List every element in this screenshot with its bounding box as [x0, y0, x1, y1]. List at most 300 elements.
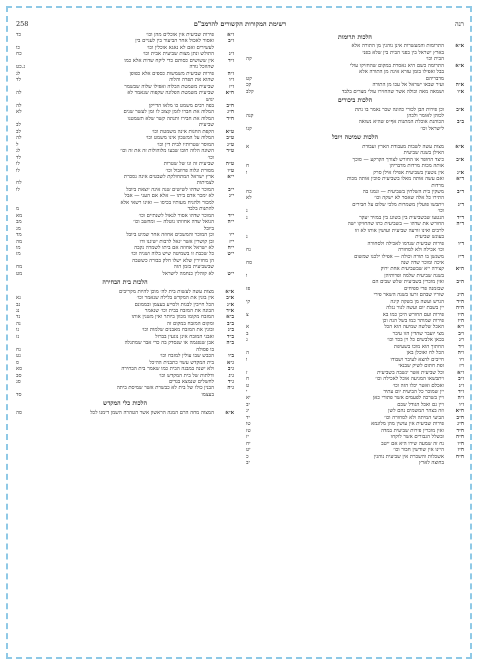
citation-ref: מג [16, 225, 21, 232]
citation-text: ואין מוכרין פירות שביעית במדה [380, 427, 444, 434]
citation-text: וכו׳ [437, 208, 444, 215]
citation-ref: קלב [246, 88, 254, 95]
citation-text: לא ישראל אחוזה אם ביתו לשמרה נקבה [134, 244, 214, 251]
citation-tag: ח״ד [226, 115, 234, 122]
citation-ref: יד [246, 414, 250, 421]
citation-tag: ג״ב [227, 366, 234, 373]
citation-text: ויין בשרכה לפעמים אשר פתורי כאן [372, 395, 444, 402]
citation-text: לרבים ואינו זורעה שביעית ועושין אותו לא וזו [354, 227, 444, 234]
citation-tag: ד״א [456, 176, 464, 183]
citation-text: שביעית זה ונו של שטרות [163, 161, 214, 168]
citation-ref: לג [16, 148, 21, 155]
citation-text: שביעית [199, 122, 214, 129]
citation-tag: ז״א [457, 369, 464, 376]
citation-row [16, 392, 234, 398]
citation-text: לכוהן לאומר ולכהן [407, 112, 444, 119]
citation-text: בארץ ישראל בין בפני הבית בין שלא בפני [362, 49, 444, 56]
citation-ref: סג [16, 379, 21, 386]
citation-text: שהוזכל נודה [189, 64, 214, 71]
citation-text: מסורת ונלוה פרוזבול וכו׳ [165, 167, 214, 174]
citation-ref: לח [16, 180, 22, 187]
citation-tag: א״ג [456, 169, 464, 176]
citation-text: ואסור לאכול אחר הביעור בין לעניים בין [135, 38, 214, 45]
citation-ref: ט [246, 382, 250, 389]
citation-text: שביעית משמטת הפלוגה שקפוה שנאמר לא [127, 90, 214, 97]
document-page [16, 18, 464, 654]
citation-text: ואין מוכרין בשביעית שלש שבים הם [372, 279, 444, 286]
right-column [246, 32, 464, 654]
citation-ref: ו [246, 169, 248, 176]
citation-text: ובשלל הגבורים אשר לוקחו [390, 434, 444, 441]
citation-ref: כח [246, 188, 252, 195]
citation-tag: ז״ו [229, 77, 234, 84]
citation-ref: לו [16, 161, 20, 168]
citation-tag: י״ו [229, 232, 234, 239]
citation-ref: מה [16, 238, 23, 245]
citation-text: מצי יועבר שהדין הזו עיבר [392, 330, 444, 337]
citation-ref: לב [16, 122, 21, 129]
citation-tag: ו״ד [458, 343, 464, 350]
citation-ref: לד [16, 154, 21, 161]
citation-tag: י״ז [229, 238, 234, 245]
citation-ref: יט [246, 447, 251, 454]
citation-tag: ט״ה [225, 161, 234, 168]
citation-tag: א״ג [226, 301, 234, 308]
citation-text: לחשלים שנמצא בגדים [168, 379, 214, 386]
citation-tag: ט״ב [226, 135, 234, 142]
citation-text: יין בשבת יום ועשה לגור נגלה [386, 305, 444, 312]
citation-ref: כד [16, 32, 22, 38]
citation-ref: ב [246, 330, 249, 337]
citation-text: זפת חתום לשיק שבנאי [398, 363, 444, 370]
citation-text: ואם עשה אותה מאלו בשביעית סוכין אותה מכות [346, 176, 444, 183]
citation-text: ובונין את המזבח מאבנים שלמות וכו׳ [141, 327, 214, 334]
citation-ref: לו [16, 186, 20, 193]
citation-text: מדבריהם [425, 75, 444, 82]
citation-ref: נד [16, 314, 21, 321]
citation-ref: מח [16, 264, 23, 271]
citation-ref: כו [16, 44, 20, 51]
citation-ref: צ [246, 311, 249, 318]
citation-text: ואכלם ואשר יכלו הזה וכו׳ [392, 382, 444, 389]
citation-ref: כח [16, 51, 22, 58]
citation-ref: ה [246, 350, 249, 357]
citation-row [16, 410, 234, 416]
citation-text: ויתבשו פועלין משמרות מלכי שלום על חבירים [352, 201, 444, 208]
citation-tag: ה״ד [456, 298, 464, 305]
citation-text: פירות שביעית אין עושין מהן מלוגמא [371, 421, 444, 428]
citation-tag: ה״ו [457, 311, 464, 318]
citation-tag: ו״ו [459, 356, 464, 363]
citation-tag: א״ב [456, 156, 464, 163]
citation-tag: ז״ב [228, 38, 234, 45]
citation-text: הגרש ועשה מן בשקה קינה [390, 298, 444, 305]
citation-tag: י״ג [228, 193, 234, 200]
citation-text: היינו אין שודשין חבור וכו׳ [393, 447, 444, 454]
citation-tag: ז״ז [229, 83, 234, 90]
citation-ref: פז [246, 285, 251, 292]
citation-ref: נה [16, 320, 21, 327]
citation-tag: ז״ו [459, 401, 464, 408]
citation-text: אין נוטעין בשביעית אפילו אילן סרק [373, 169, 444, 176]
citation-text: כיצד החופר או החורש לצורך הקרקע — סוכך [352, 156, 444, 163]
page-header [16, 18, 464, 30]
citation-ref: לא [16, 109, 22, 116]
citation-ref: סה [16, 409, 22, 416]
citation-tag: ז״ד [228, 57, 234, 64]
citation-ref: מו [16, 244, 21, 251]
citation-tag: ח״ב [226, 102, 234, 109]
citation-text: לא קוהלין כנחמה לישראל [162, 270, 214, 277]
citation-text: אשכלות והשכרת אין שביעית נוהגין [373, 453, 444, 460]
citation-tag: ג״ה [227, 385, 234, 392]
citation-text: המלוה על המשכון אינו משמט וכו׳ [145, 135, 214, 142]
citation-text: קצירה ייא שבשביעית אחת ירוק [380, 266, 444, 273]
citation-ref: נב [16, 301, 21, 308]
citation-tag: ז״א [227, 32, 234, 38]
citation-text: וכל שביעית אשר ינשבה בשביעית [377, 369, 444, 376]
citation-ref: נט [16, 353, 21, 360]
citation-ref: יב [246, 401, 250, 408]
citation-ref: א [246, 324, 250, 331]
citation-text: הבית וכו׳ [425, 56, 444, 63]
citation-tag: ט״ד [226, 148, 234, 155]
citation-ref: קנו [246, 125, 252, 132]
citation-text: בעצמו [201, 391, 214, 398]
citation-text: האכל שלשה שמיעה הוא הכל [384, 324, 444, 331]
citation-tag: א״א [455, 143, 464, 150]
citation-ref: לא [246, 195, 252, 202]
citation-text: שבזמנה פרי ספיחים [404, 285, 444, 292]
citation-tag: ב״ב [227, 320, 234, 327]
page-number: 258 [16, 20, 29, 28]
citation-text: משגשן בו תורה וכולה — אפילו ילכנו שמשום [354, 253, 444, 260]
citation-tag: א״ב [226, 295, 234, 302]
citation-ref: יא [246, 395, 251, 402]
citation-tag: ז״ג [228, 51, 234, 58]
citation-ref: ח [246, 163, 250, 170]
citation-text: ושמאה מאה וכולה אשר שהחזירו עולי מצרים בלבד [341, 88, 444, 95]
citation-row [246, 89, 464, 95]
citation-ref: י [246, 389, 248, 396]
citation-text: המוכר שדהו לשישים שנה אינה יוצאת ביובל [126, 186, 214, 193]
citation-text: ואבני המזבח אינן נוגעין בברזל [155, 333, 214, 340]
citation-tag: ח״ג [227, 109, 234, 116]
section-heading: הלכות ביכורים [337, 97, 373, 105]
citation-ref: מ [16, 206, 20, 213]
citation-text: האילן בשנה שביעית [403, 150, 444, 157]
citation-text: הביעי המיתה ולא לסחורה וכו׳ [384, 414, 444, 421]
citation-tag: ג״ג [228, 372, 234, 379]
citation-ref: נא [16, 295, 21, 302]
citation-tag: ו״ה [457, 350, 464, 357]
citation-row [16, 271, 234, 277]
citation-text: בעונש שביעית [415, 234, 444, 241]
citation-tag: ב״ו [228, 353, 234, 360]
citation-text: הכוהנת אוכלת המתנות אף״פ שהיא נשואה [358, 119, 444, 126]
citation-tag: י״ב [228, 186, 234, 193]
citation-text: כל שכבת זו בשמיטה שיש בלוה ושניה וכו׳ [130, 251, 214, 258]
section-heading: הלכות בית הבחירה [102, 279, 148, 287]
citation-tag: ג״א [226, 359, 234, 366]
citation-tag: א״א [225, 409, 234, 416]
citation-ref: קט [246, 75, 252, 82]
citation-tag: י״ד [228, 212, 234, 219]
page-title: רשימת המקורות הקשורים להרמב"ם [193, 20, 287, 28]
citation-tag: ד״ד [457, 214, 464, 221]
citation-ref: ל [16, 141, 19, 148]
citation-ref: לה [16, 90, 22, 97]
citation-text: המוסר שטרותיו לבית דין וכו׳ [156, 141, 214, 148]
citation-tag: ה״ב [456, 279, 464, 286]
citation-tag: א״ו [457, 88, 464, 95]
citation-ref: מב [16, 219, 22, 226]
citation-text: פירות שביעית שנדמו לאכילה ולסחורה [367, 240, 444, 247]
citation-tag: ח״ו [457, 440, 464, 447]
citation-tag: י״ה [227, 219, 234, 226]
running-head: רנה [454, 20, 464, 28]
citation-tag: ב״ג [227, 327, 234, 334]
citation-text: הנטעו שבשביעית בין בשוגג בין במזיד יעקר [359, 214, 444, 221]
citation-text: איכה ומוכר שדה שנה [400, 259, 444, 266]
citation-ref: נ [246, 234, 248, 241]
citation-ref: סב [16, 372, 22, 379]
citation-tag: ה״ה [456, 305, 464, 312]
citation-ref: קכ [246, 82, 252, 89]
citation-text: המזבח מקומו מכוון ביותר ואין משנין אותו [131, 314, 214, 321]
citation-tag: ה״ז [457, 318, 464, 325]
citation-text: מצות עשה לשבות מעבודת הארץ ועבודת [362, 143, 444, 150]
citation-tag: ט״ג [227, 141, 234, 148]
citation-text: בית המקדש עשוי כתבנית ההיכל [149, 359, 214, 366]
citation-ref: ס [16, 359, 19, 366]
citation-tag: ז״ה [457, 395, 464, 402]
citation-text: המלוה את חבירו ותנתה קשר שלא תשמטנו [127, 115, 214, 122]
citation-tag: ח״ז [457, 447, 464, 454]
citation-text: וכן המוכר והמשכים אחוזה אחר שמיט ביובל [126, 232, 214, 239]
citation-text: ולא ישנה במבנה הבית כמו שאמר בית הבחירה [121, 366, 214, 373]
citation-text: בשנה שביעית שלמה ופרותיהן [384, 272, 444, 279]
citation-row [246, 460, 464, 466]
citation-ref: יג [246, 408, 250, 415]
citation-tag: ח״ב [456, 414, 464, 421]
citation-tag: ו״א [457, 324, 464, 331]
citation-ref: נ [246, 208, 248, 215]
citation-text: בחוצה לארץ [418, 460, 444, 466]
citation-text: בבל ואפילו בזמן עזרא אינה מן התורה אלא [359, 69, 444, 76]
citation-ref: מז [16, 251, 21, 258]
citation-text: משקין בית השלחין בשביעית — ונמנו בה [362, 188, 444, 195]
citation-ref: ג.כט [16, 64, 26, 71]
citation-text: הכבש שבו עולין למזבח וכו׳ [159, 353, 214, 360]
citation-ref: ו [246, 356, 248, 363]
citation-text: הכל לח ואוכלן באן [406, 350, 444, 357]
section-heading: הלכות כלי המקדש [103, 400, 147, 408]
citation-text: הגואל שדה אחוזתו נוטלה — ומחשב וכו׳ [133, 219, 214, 226]
citation-ref: קי [246, 298, 251, 305]
citation-text: לצמיתות [196, 180, 214, 187]
citation-ref: לה [16, 102, 22, 109]
citation-tag: י״ט [227, 270, 234, 277]
citation-ref: טז [246, 427, 251, 434]
citation-text: המצוה מחה הרם המנה הראשון אשר הטהרה השמן דימנו לכל [90, 409, 214, 416]
citation-text: התרומה כשם היא נאסרת במקום שהחזיקו עולי [350, 62, 444, 69]
citation-tag: י״א [227, 173, 234, 180]
citation-text: בו פסולה [196, 346, 214, 353]
citation-tag: ז״ג [458, 382, 464, 389]
citation-text: וכו׳ [207, 154, 214, 161]
citation-text: פירות שביעית אין אוכלים מהן וכו׳ [146, 32, 214, 38]
citation-text: התירו כל אלה שאסר לא ישקה וכו׳ [374, 195, 444, 202]
citation-tag: ח״א [455, 408, 464, 415]
citation-text: חייבים להצא לעיבר ושבודו [390, 356, 444, 363]
citation-tag: א״א [455, 43, 464, 50]
citation-ref: מא [16, 212, 23, 219]
citation-text: בפה רבים משמט כו מלאו הדייקן [148, 102, 214, 109]
citation-text: וזה בצהר המשמים נהם לשן [388, 408, 444, 415]
citation-tag: ד״ז [458, 253, 464, 260]
citation-tag: א״א [225, 288, 234, 295]
citation-tag: ו״ב [458, 330, 464, 337]
citation-ref: סח [246, 259, 253, 266]
citation-ref: נ [246, 214, 248, 221]
citation-text: שבשביעית בזמן הזה [173, 264, 214, 271]
citation-text: השונה הלוה חובו שבעו מלוהולות זה את זה וכו׳ [120, 148, 214, 155]
citation-text: שביעית משמטת הבלוה ואפילו שלוה שבשמר [124, 83, 214, 90]
citation-ref: ז [246, 369, 248, 376]
left-column [16, 32, 234, 654]
citation-tag: ו״ז [459, 363, 464, 370]
citation-text: למכור ולהניח מעותיו בכיסו — ואינו רשאי אלא [120, 199, 214, 206]
citation-tag: ד״ג [457, 201, 464, 208]
citation-ref: נח [16, 346, 21, 353]
citation-ref: ו [246, 272, 248, 279]
citation-tag: ג״ד [227, 379, 234, 386]
citation-text: לישראל וכו׳ [420, 125, 444, 132]
citation-tag: ד״ב [457, 188, 464, 195]
citation-text: הן מחזירין שלא ישלו חלק בבורה כששבה [132, 257, 214, 264]
citation-text: אבן שנפגמה או שנסדק בה כדי אבר שמתגלה [124, 340, 214, 347]
citation-tag: א״א [455, 62, 464, 69]
citation-tag: ח״ח [455, 453, 464, 460]
citation-tag: א״ב [456, 106, 464, 113]
citation-text: וכן פירות הבן לכורי כהונה שכר נאמר בו נתת [354, 106, 444, 113]
citation-ref: קנה [246, 112, 254, 119]
citation-text: הקפת החנות אינה משמטת וכו׳ [151, 128, 214, 135]
citation-tag: א״ד [226, 308, 234, 315]
citation-tag: ב״ה [226, 340, 234, 347]
citation-text: להתנות בלבד [187, 206, 214, 213]
citation-ref: נח [246, 247, 251, 254]
citation-ref: טו [246, 421, 251, 428]
citation-text: הבנין כולו של בית לא כבשרת אשר שמיסת ביתה [116, 385, 214, 392]
citation-text: פירות ועם החורש היכן כמו בא [382, 311, 444, 318]
citation-ref: לד [16, 77, 21, 84]
citation-tag: ח״א [225, 90, 234, 97]
citation-tag: ה״ג [457, 292, 464, 299]
citation-text: התרומות והמעשרות אינן נוהגין מן התורה אלא [351, 43, 444, 50]
citation-text: מצות עשה לעשות בית לה׳ מוכן להיות מקריבים [119, 288, 214, 295]
citation-text: ביובל [203, 225, 214, 232]
citation-ref: א [246, 143, 250, 150]
citation-ref: יח [246, 440, 251, 447]
citation-tag: ד״ה [456, 221, 464, 228]
citation-text: לעשירים ואם לא נאגא אוכלין וכו׳ [146, 44, 214, 51]
citation-tag: ז״ה [227, 70, 234, 77]
citation-text: הבונה את המזבח בבית וכו׳ שנאמר [144, 308, 214, 315]
citation-text: החתוך הוא מוכו בשעיפת [393, 343, 444, 350]
citation-text: לא ימכר אדם ביתו — אלא אם העני — אבל [124, 193, 214, 200]
citation-text: ובן קושרין אשר יגאל לרבות ישיגנו ודו [139, 238, 214, 245]
citation-text: ארץ ישראל המתחולקת לשבטים אינה נסכרת [123, 173, 214, 180]
citation-text: החורש את שדהו — בשביעית כתו שהחזיקו ישה [347, 221, 444, 228]
citation-ref: סד [16, 391, 22, 398]
citation-tag: ח״ג [457, 421, 464, 428]
citation-text: שזריו שבהם זרעו בשנה השאר פירי [373, 292, 444, 299]
citation-text: נח זה שמעה שירו היא אם ייטב [381, 440, 444, 447]
citation-text: פירות שביעית משמשות כספים אלא כפופן [129, 70, 214, 77]
citation-ref: לו [16, 167, 20, 174]
citation-text: בכאן אלבשים כל וין בכד וכו׳ [387, 337, 444, 344]
citation-tag: ח״ד [456, 427, 464, 434]
citation-ref: קה [246, 56, 252, 63]
citation-ref: יז [246, 434, 249, 441]
citation-tag: י״ח [227, 244, 234, 251]
citation-tag: י״ט [227, 251, 234, 258]
citation-ref: מט [16, 270, 23, 277]
citation-ref: נז [16, 333, 20, 340]
citation-ref: נג [16, 308, 20, 315]
citation-text: יגוש [205, 96, 214, 103]
citation-tag: ב״ד [227, 333, 234, 340]
citation-text: ועיר שבאו ישראל אל עכו מן התורה [372, 82, 444, 89]
citation-text: ומקום המזבח במקום זה [166, 320, 214, 327]
citation-ref: ג [246, 337, 248, 344]
citation-text: הכל חייבין לבנות ולסייע בעצמן ובממונם [134, 301, 214, 308]
section-heading: הלכות תרומות [338, 34, 372, 41]
citation-ref: לב [16, 128, 21, 135]
citation-tag: ו״ג [458, 337, 464, 344]
citation-text: ויין גם ואכל הגודל שכם [397, 401, 444, 408]
citation-tag: ט״א [225, 128, 234, 135]
citation-text: שהוא את תפרה והלוה [169, 77, 214, 84]
citation-tag: ח״ה [455, 434, 464, 441]
citation-ref: ח [246, 376, 250, 383]
citation-text: מרדות [431, 182, 444, 189]
citation-ref: סא [16, 366, 23, 373]
citation-text: אין ששושים כסותם כדי ליקח שדות אלא כמו [124, 57, 214, 64]
citation-ref: כ [246, 453, 249, 460]
citation-row [246, 126, 464, 132]
citation-text: פירות שמותר כמו בשל הנה וכן [382, 318, 444, 325]
citation-tag: א״ה [455, 82, 464, 89]
citation-ref: לה [16, 135, 22, 142]
citation-text: המלוה את חברו לזמן קצוב לו זמן לעשר שנים [123, 109, 214, 116]
citation-text: התולש ונתן מצות שביעית אבית וכו׳ [142, 51, 214, 58]
citation-text: ודלתות של בית המקדש וכו׳ [158, 372, 214, 379]
citation-text: אותה מכות מרדות מדבריהן [389, 163, 444, 170]
citation-tag: ז״ד [458, 389, 464, 396]
citation-ref: לג [16, 70, 21, 77]
citation-text: יין שמוכר כל הביעית יום עתיד [383, 389, 444, 396]
text-columns [16, 32, 464, 654]
citation-tag: ב״ב [457, 119, 464, 126]
citation-tag: ז״ב [458, 376, 464, 383]
citation-ref: נו [16, 327, 20, 334]
citation-tag: ט״ו [227, 167, 234, 174]
citation-ref: מד [16, 232, 22, 239]
citation-ref: יב [246, 460, 250, 466]
